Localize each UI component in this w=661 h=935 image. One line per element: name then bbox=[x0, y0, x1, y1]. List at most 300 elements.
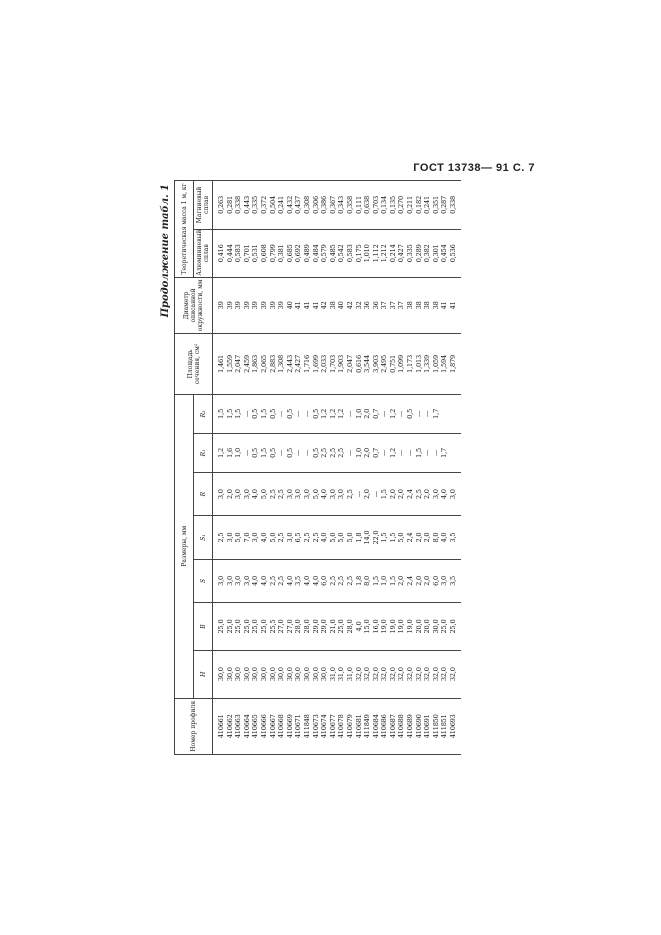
cell-value: 25,0 bbox=[225, 619, 234, 634]
cell-value: — bbox=[423, 449, 432, 457]
cell-value: 25,0 bbox=[234, 619, 243, 634]
cell-value: 2,0 bbox=[423, 532, 432, 543]
cell-value: 30,0 bbox=[251, 667, 260, 682]
cell-value: 2,5 bbox=[277, 489, 286, 500]
cell-value: 0,484 bbox=[311, 244, 320, 263]
cell-value: 0,427 bbox=[397, 244, 406, 263]
cell-value: 1,2 bbox=[328, 408, 337, 419]
cell-value: 32,0 bbox=[397, 667, 406, 682]
cell-value: 2,5 bbox=[217, 532, 225, 543]
cell-value: 30,0 bbox=[277, 667, 286, 682]
cell-value: 1,6 bbox=[225, 447, 234, 458]
cell-value: 2,0 bbox=[414, 575, 423, 586]
cell-value: 3,5 bbox=[294, 575, 303, 586]
cell-value: — bbox=[345, 449, 354, 457]
cell-value: 1,099 bbox=[397, 355, 406, 373]
cell-value: 0,685 bbox=[285, 244, 294, 263]
header-aluminum: Алюминиевый сплав bbox=[194, 229, 213, 277]
cell-value: 1,0 bbox=[354, 408, 363, 419]
cell-value: 2,5 bbox=[345, 575, 354, 586]
cell-value: 39 bbox=[251, 301, 260, 310]
cell-value: 37 bbox=[388, 301, 397, 310]
cell-value: 39 bbox=[277, 301, 286, 310]
cell-value: — bbox=[277, 449, 286, 457]
cell-value: 25,0 bbox=[217, 619, 225, 634]
cell-value: 2,5 bbox=[268, 489, 277, 500]
header-area: Площадь сечения, см² bbox=[175, 334, 213, 395]
cell-value: 1,2 bbox=[217, 447, 225, 458]
cell-value: 0,182 bbox=[414, 196, 423, 214]
cell-value: 1,5 bbox=[371, 575, 380, 586]
table-container bbox=[158, 180, 508, 755]
header-B: B bbox=[194, 603, 213, 651]
cell-value: 0,638 bbox=[363, 196, 372, 214]
cell-value: 41 bbox=[302, 301, 311, 310]
cell-value: 410677 bbox=[328, 714, 337, 739]
cell-value: 2,0 bbox=[414, 532, 423, 543]
cell-value: 410689 bbox=[406, 714, 415, 739]
cell-value: 38 bbox=[431, 301, 440, 310]
cell-value: 2,0 bbox=[388, 489, 397, 500]
table-caption: Продолжение табл. 1 bbox=[160, 184, 171, 318]
cell-value: 0,281 bbox=[225, 196, 234, 214]
cell-value: 1,903 bbox=[337, 355, 346, 373]
cell-value: 41 bbox=[311, 301, 320, 310]
cell-value: 0,111 bbox=[354, 196, 363, 214]
col-diameter bbox=[213, 277, 461, 333]
cell-value: 1,308 bbox=[277, 355, 286, 373]
cell-value: 2,5 bbox=[277, 575, 286, 586]
col-area bbox=[213, 334, 461, 395]
cell-value: 1,2 bbox=[388, 447, 397, 458]
cell-value: 0,437 bbox=[294, 196, 303, 214]
cell-value: 41 bbox=[440, 301, 449, 310]
cell-value: 8,0 bbox=[431, 532, 440, 543]
cell-value: 32,0 bbox=[388, 667, 397, 682]
cell-value: — bbox=[277, 410, 286, 418]
cell-value: 0,308 bbox=[302, 196, 311, 214]
cell-value: 0,703 bbox=[371, 196, 380, 214]
cell-value: — bbox=[242, 449, 251, 457]
cell-value: 2,5 bbox=[328, 575, 337, 586]
cell-value: 39 bbox=[259, 301, 268, 310]
cell-value: 3,0 bbox=[242, 489, 251, 500]
cell-value: 1,5 bbox=[225, 408, 234, 419]
cell-value: 30,0 bbox=[259, 667, 268, 682]
cell-value: — bbox=[345, 410, 354, 418]
cell-value: 0,432 bbox=[285, 196, 294, 214]
cell-value: 0,338 bbox=[449, 196, 458, 214]
cell-value: 27,0 bbox=[285, 619, 294, 634]
cell-value: 30,0 bbox=[217, 667, 225, 682]
header-mass: Теоретическая масса 1 м, кг bbox=[175, 181, 194, 278]
cell-value: 410669 bbox=[285, 714, 294, 739]
cell-value: 6,5 bbox=[294, 532, 303, 543]
cell-value: 4,0 bbox=[354, 621, 363, 632]
cell-value: 2,4 bbox=[406, 532, 415, 543]
cell-value: 25,0 bbox=[259, 619, 268, 634]
cell-value: 1,863 bbox=[251, 355, 260, 373]
col-S1 bbox=[213, 516, 461, 559]
cell-value: 39 bbox=[225, 301, 234, 310]
cell-value: 25,5 bbox=[268, 619, 277, 634]
cell-value: 0,608 bbox=[259, 244, 268, 263]
cell-value: 3,0 bbox=[285, 532, 294, 543]
cell-value: 30,0 bbox=[431, 619, 440, 634]
cell-value: 42 bbox=[345, 301, 354, 310]
cell-value: 1,0 bbox=[234, 447, 243, 458]
header-R: R bbox=[194, 472, 213, 515]
cell-value: 1,2 bbox=[337, 408, 346, 419]
cell-value: 31,0 bbox=[328, 667, 337, 682]
cell-value: — bbox=[294, 410, 303, 418]
cell-value: 38 bbox=[423, 301, 432, 310]
cell-value: 410688 bbox=[397, 714, 406, 739]
col-R bbox=[213, 472, 461, 515]
cell-value: 1,5 bbox=[388, 575, 397, 586]
cell-value: 0,241 bbox=[277, 196, 286, 214]
cell-value: 2,065 bbox=[259, 355, 268, 373]
cell-value: 410668 bbox=[277, 714, 286, 739]
cell-value: 0,241 bbox=[423, 196, 432, 214]
cell-value: 32 bbox=[354, 301, 363, 310]
cell-value: 2,0 bbox=[423, 489, 432, 500]
cell-value: 29,0 bbox=[320, 619, 329, 634]
cell-value: 14,0 bbox=[363, 530, 372, 545]
cell-value: 3,0 bbox=[449, 489, 458, 500]
cell-value: 410690 bbox=[414, 714, 423, 739]
cell-value: 1,173 bbox=[406, 355, 415, 373]
cell-value: 3,0 bbox=[234, 489, 243, 500]
cell-value: 2,047 bbox=[234, 355, 243, 373]
cell-value: 1,013 bbox=[414, 355, 423, 373]
cell-value: 4,0 bbox=[320, 489, 329, 500]
cell-value: 3,544 bbox=[363, 355, 372, 373]
cell-value: 2,459 bbox=[242, 355, 251, 373]
cell-value: 32,0 bbox=[423, 667, 432, 682]
cell-value: 32,0 bbox=[380, 667, 389, 682]
cell-value: 0,135 bbox=[388, 196, 397, 214]
cell-value: 0,5 bbox=[285, 447, 294, 458]
cell-value: 1,212 bbox=[380, 244, 389, 263]
cell-value: 410663 bbox=[234, 714, 243, 739]
header-diameter: Диаметр описанной окружности, мм bbox=[175, 277, 213, 333]
cell-value: 40 bbox=[337, 301, 346, 310]
cell-value: 0,504 bbox=[268, 196, 277, 214]
cell-value: 0,489 bbox=[302, 244, 311, 263]
cell-value: 15,0 bbox=[363, 619, 372, 634]
cell-value: — bbox=[431, 449, 440, 457]
cell-value: 410674 bbox=[320, 714, 329, 739]
cell-value: 0,351 bbox=[431, 196, 440, 214]
cell-value: 3,0 bbox=[294, 489, 303, 500]
cell-value: 0,335 bbox=[251, 196, 260, 214]
cell-value: 410667 bbox=[268, 714, 277, 739]
cell-value: 2,5 bbox=[337, 447, 346, 458]
cell-value: 30,0 bbox=[242, 667, 251, 682]
cell-value: 31,0 bbox=[345, 667, 354, 682]
cell-value: 0,583 bbox=[345, 244, 354, 263]
cell-value: — bbox=[242, 410, 251, 418]
cell-value: 410686 bbox=[380, 714, 389, 739]
cell-value: 3,0 bbox=[337, 489, 346, 500]
cell-value: 27,0 bbox=[277, 619, 286, 634]
cell-value: 30,0 bbox=[285, 667, 294, 682]
cell-value: 6,0 bbox=[320, 575, 329, 586]
cell-value: 0,335 bbox=[406, 244, 415, 263]
cell-value: 4,0 bbox=[259, 575, 268, 586]
cell-value: 1,7 bbox=[440, 447, 449, 458]
rotated-table-area bbox=[158, 180, 508, 755]
cell-value: 1,112 bbox=[371, 244, 380, 263]
cell-value: 30,0 bbox=[302, 667, 311, 682]
cell-value: 1,5 bbox=[259, 447, 268, 458]
cell-value: 1,2 bbox=[320, 408, 329, 419]
cell-value: 5,0 bbox=[397, 532, 406, 543]
cell-value: 2,0 bbox=[225, 489, 234, 500]
cell-value: 410679 bbox=[345, 714, 354, 739]
cell-value: 3,0 bbox=[440, 575, 449, 586]
cell-value: 5,0 bbox=[337, 532, 346, 543]
cell-value: 5,0 bbox=[259, 489, 268, 500]
cell-value: 39 bbox=[217, 301, 225, 310]
cell-value: — bbox=[406, 449, 415, 457]
cell-value: 1,8 bbox=[354, 575, 363, 586]
cell-value: 3,5 bbox=[449, 575, 458, 586]
cell-value: 410673 bbox=[311, 714, 320, 739]
cell-value: 2,5 bbox=[311, 532, 320, 543]
cell-value: 3,0 bbox=[217, 575, 225, 586]
cell-value: 2,047 bbox=[345, 355, 354, 373]
cell-value: 25,0 bbox=[337, 619, 346, 634]
cell-value: 2,5 bbox=[345, 489, 354, 500]
cell-value: 20,0 bbox=[423, 619, 432, 634]
cell-value: 4,0 bbox=[320, 532, 329, 543]
cell-value: 32,0 bbox=[431, 667, 440, 682]
cell-value: 3,0 bbox=[217, 489, 225, 500]
cell-value: 5,0 bbox=[328, 532, 337, 543]
cell-value: 3,0 bbox=[302, 489, 311, 500]
cell-value: 39 bbox=[268, 301, 277, 310]
cell-value: 1,0 bbox=[354, 447, 363, 458]
cell-value: 0,444 bbox=[225, 244, 234, 263]
cell-value: 4,0 bbox=[440, 489, 449, 500]
cell-value: 1,703 bbox=[328, 355, 337, 373]
cell-value: 1,5 bbox=[217, 408, 225, 419]
cell-value: 0,7 bbox=[371, 408, 380, 419]
cell-value: 32,0 bbox=[371, 667, 380, 682]
cell-value: 410691 bbox=[423, 714, 432, 739]
cell-value: 410661 bbox=[217, 714, 225, 739]
cell-value bbox=[449, 396, 458, 432]
cell-value: 39 bbox=[234, 301, 243, 310]
cell-value: 5,0 bbox=[311, 489, 320, 500]
cell-value: 1,879 bbox=[449, 355, 458, 373]
cell-value: 16,0 bbox=[371, 619, 380, 634]
cell-value: 0,367 bbox=[328, 196, 337, 214]
cell-value: 41 bbox=[449, 301, 458, 310]
cell-value: 410662 bbox=[225, 714, 234, 739]
profile-table bbox=[174, 180, 461, 755]
cell-value: 3,0 bbox=[225, 575, 234, 586]
cell-value: 32,0 bbox=[406, 667, 415, 682]
cell-value: 2,5 bbox=[414, 489, 423, 500]
cell-value: 0,306 bbox=[311, 196, 320, 214]
cell-value: 2,4 bbox=[406, 489, 415, 500]
cell-value: 0,372 bbox=[259, 196, 268, 214]
cell-value: 0,579 bbox=[320, 244, 329, 263]
cell-value: 1,594 bbox=[440, 355, 449, 373]
header-magnesium: Магниевый сплав bbox=[194, 181, 213, 230]
cell-value: 3,0 bbox=[285, 489, 294, 500]
cell-value: 0,5 bbox=[268, 447, 277, 458]
cell-value: 0,289 bbox=[414, 244, 423, 263]
cell-value: 30,0 bbox=[225, 667, 234, 682]
cell-value: — bbox=[294, 449, 303, 457]
cell-value: 2,5 bbox=[302, 532, 311, 543]
cell-value: 2,5 bbox=[328, 447, 337, 458]
cell-value: — bbox=[397, 410, 406, 418]
cell-value: 0,751 bbox=[388, 355, 397, 373]
cell-value: 4,0 bbox=[440, 532, 449, 543]
cell-value: 2,5 bbox=[337, 575, 346, 586]
cell-value: 3,0 bbox=[234, 575, 243, 586]
cell-value: 0,616 bbox=[354, 355, 363, 373]
cell-value: 30,0 bbox=[320, 667, 329, 682]
cell-value: 1,5 bbox=[380, 489, 389, 500]
cell-value: 1,716 bbox=[302, 355, 311, 373]
cell-value: 38 bbox=[406, 301, 415, 310]
cell-value: 0,382 bbox=[423, 244, 432, 263]
cell-value: 411851 bbox=[440, 714, 449, 739]
cell-value: 1,5 bbox=[414, 447, 423, 458]
cell-value: 30,0 bbox=[311, 667, 320, 682]
cell-value: 0,5 bbox=[268, 408, 277, 419]
table-data-row bbox=[213, 181, 461, 755]
cell-value: — bbox=[423, 410, 432, 418]
cell-value: 29,0 bbox=[311, 619, 320, 634]
cell-value: 0,386 bbox=[320, 196, 329, 214]
cell-value: 3,0 bbox=[251, 532, 260, 543]
cell-value: 1,559 bbox=[225, 355, 234, 373]
cell-value: 0,5 bbox=[311, 447, 320, 458]
cell-value: 410687 bbox=[388, 714, 397, 739]
header-profile: Номер профиля bbox=[175, 698, 213, 754]
cell-value: 0,5 bbox=[406, 408, 415, 419]
cell-value: 2,033 bbox=[320, 355, 329, 373]
cell-value: 410684 bbox=[371, 714, 380, 739]
cell-value: 0,536 bbox=[449, 244, 458, 263]
header-S1: S₁ bbox=[194, 516, 213, 559]
cell-value: 8,0 bbox=[363, 575, 372, 586]
header-H: H bbox=[194, 650, 213, 698]
cell-value: 410693 bbox=[449, 714, 458, 739]
page-header: ГОСТ 13738— 91 С. 7 bbox=[413, 162, 535, 174]
cell-value: — bbox=[380, 449, 389, 457]
cell-value: 4,0 bbox=[251, 575, 260, 586]
cell-value: 1,8 bbox=[354, 532, 363, 543]
col-H bbox=[213, 650, 461, 698]
cell-value: 20,0 bbox=[414, 619, 423, 634]
cell-value: 0,542 bbox=[337, 244, 346, 263]
cell-value: 2,0 bbox=[423, 575, 432, 586]
cell-value: 410666 bbox=[259, 714, 268, 739]
cell-value: 28,0 bbox=[294, 619, 303, 634]
cell-value bbox=[449, 435, 458, 471]
cell-value: 1,5 bbox=[259, 408, 268, 419]
cell-value: 0,485 bbox=[328, 244, 337, 263]
cell-value: 1,2 bbox=[388, 408, 397, 419]
cell-value: 0,5 bbox=[311, 408, 320, 419]
cell-value: 0,416 bbox=[217, 244, 225, 263]
cell-value: 32,0 bbox=[354, 667, 363, 682]
col-R1 bbox=[213, 433, 461, 472]
header-S: S bbox=[194, 559, 213, 602]
cell-value: 19,0 bbox=[397, 619, 406, 634]
cell-value: — bbox=[397, 449, 406, 457]
cell-value: 3,903 bbox=[371, 355, 380, 373]
cell-value: 0,531 bbox=[251, 244, 260, 263]
cell-value: 32,0 bbox=[414, 667, 423, 682]
cell-value: 0,5 bbox=[251, 408, 260, 419]
cell-value: 5,0 bbox=[268, 532, 277, 543]
cell-value: 4,0 bbox=[251, 489, 260, 500]
header-dimensions: Размеры, мм bbox=[175, 394, 194, 698]
cell-value: — bbox=[371, 490, 380, 498]
cell-value: 3,0 bbox=[431, 489, 440, 500]
cell-value: 2,5 bbox=[277, 532, 286, 543]
cell-value: 41 bbox=[294, 301, 303, 310]
cell-value: 0,214 bbox=[388, 244, 397, 263]
cell-value: 4,0 bbox=[285, 575, 294, 586]
cell-value: 0,134 bbox=[380, 196, 389, 214]
cell-value: 2,0 bbox=[397, 575, 406, 586]
col-aluminum bbox=[213, 229, 461, 277]
cell-value: 0,692 bbox=[294, 244, 303, 263]
cell-value: 2,495 bbox=[380, 355, 389, 373]
cell-value: 25,0 bbox=[242, 619, 251, 634]
cell-value: 2,883 bbox=[268, 355, 277, 373]
cell-value: 0,5 bbox=[251, 447, 260, 458]
cell-value: 3,0 bbox=[328, 489, 337, 500]
cell-value: 0,7 bbox=[371, 447, 380, 458]
cell-value: 19,0 bbox=[388, 619, 397, 634]
cell-value: 410678 bbox=[337, 714, 346, 739]
cell-value: 411849 bbox=[363, 714, 372, 739]
cell-value: 5,0 bbox=[234, 532, 243, 543]
cell-value: 37 bbox=[380, 301, 389, 310]
cell-value: 32,0 bbox=[449, 667, 458, 682]
cell-value: 0,799 bbox=[268, 244, 277, 263]
col-S bbox=[213, 559, 461, 602]
cell-value: 411850 bbox=[431, 714, 440, 739]
cell-value: 36 bbox=[371, 301, 380, 310]
cell-value: 2,0 bbox=[363, 408, 372, 419]
cell-value: 1,010 bbox=[363, 244, 372, 263]
cell-value: — bbox=[354, 490, 363, 498]
cell-value: 22,0 bbox=[371, 530, 380, 545]
cell-value: 410681 bbox=[354, 714, 363, 739]
col-B bbox=[213, 603, 461, 651]
cell-value: 0,338 bbox=[234, 196, 243, 214]
cell-value: 410671 bbox=[294, 714, 303, 739]
cell-value: 42 bbox=[320, 301, 329, 310]
cell-value: 19,0 bbox=[406, 619, 415, 634]
cell-value: 0,358 bbox=[345, 196, 354, 214]
cell-value: 0,381 bbox=[277, 244, 286, 263]
cell-value: 32,0 bbox=[363, 667, 372, 682]
cell-value: 0,211 bbox=[406, 196, 415, 214]
